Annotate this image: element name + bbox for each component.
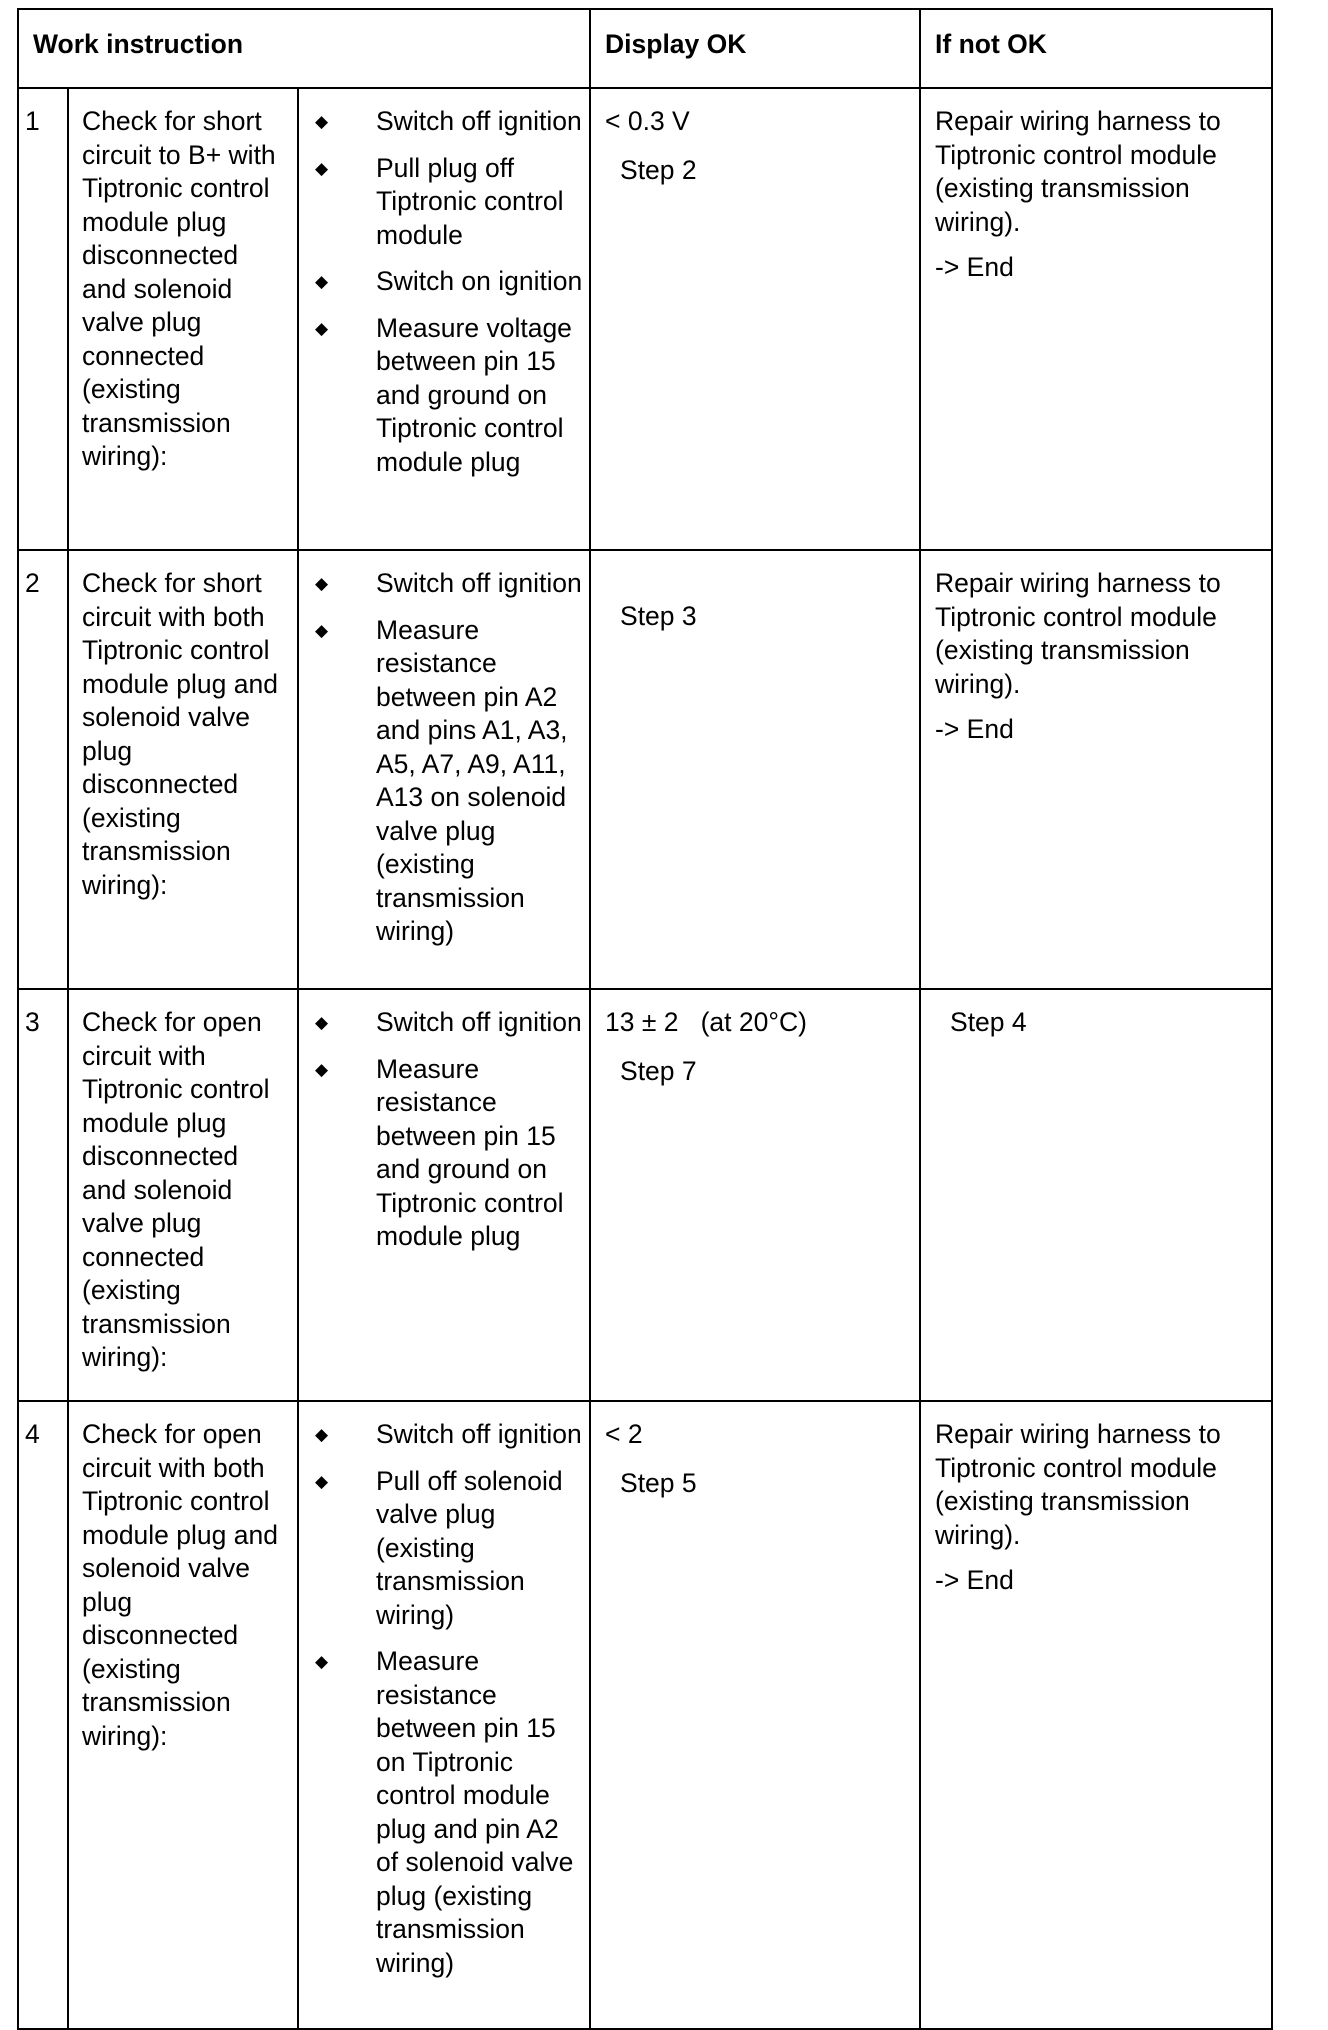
if-not-ok-cell xyxy=(920,1401,1272,2029)
procedure-steps xyxy=(298,88,590,550)
step-number: 3 xyxy=(18,989,68,1401)
diamond-bullet-icon: ◆ xyxy=(315,1059,329,1079)
if-not-ok-end: -> End xyxy=(935,252,1014,282)
table-row xyxy=(18,1401,1272,2029)
list-item: ◆ Measure voltage between pin 15 and ground on Tiptronic control module plug xyxy=(299,312,585,480)
display-value: 13 ± 2 (at 20°C) xyxy=(605,1007,807,1037)
display-value xyxy=(605,567,913,600)
display-ok-cell xyxy=(590,88,920,550)
table-row xyxy=(18,88,1272,550)
if-not-ok-text: Step 4 xyxy=(950,1007,1027,1037)
list-item: ◆ Switch off ignition xyxy=(299,105,585,139)
work-instruction-table xyxy=(17,8,1273,2030)
step-number: 4 xyxy=(18,1401,68,2029)
procedure-steps xyxy=(298,1401,590,2029)
display-next-step: Step 3 xyxy=(620,601,697,631)
if-not-ok-text: Repair wiring harness to Tiptronic control module (existing transmission wiring). xyxy=(935,1419,1221,1550)
diamond-bullet-icon: ◆ xyxy=(315,1425,329,1444)
table-row xyxy=(18,550,1272,989)
if-not-ok-cell xyxy=(920,550,1272,989)
check-description: Check for open circuit with Tiptronic control module plug disconnected and solenoid valve plug connected (existing transmission wiring): xyxy=(68,989,298,1401)
diamond-bullet-icon: ◆ xyxy=(315,318,329,338)
diamond-bullet-icon: ◆ xyxy=(315,574,329,593)
if-not-ok-end: -> End xyxy=(935,714,1014,744)
procedure-steps xyxy=(298,550,590,989)
list-item: ◆ Measure resistance between pin 15 on Tiptronic control module plug and pin A2 of solenoid valve plug (existing transmission wiring) xyxy=(299,1645,585,1980)
list-item: ◆ Switch off ignition xyxy=(299,567,585,601)
procedure-steps xyxy=(298,989,590,1401)
if-not-ok-end: -> End xyxy=(935,1565,1014,1595)
list-item: ◆ Pull plug off Tiptronic control module xyxy=(299,152,585,253)
diamond-bullet-icon: ◆ xyxy=(315,620,329,640)
diamond-bullet-icon: ◆ xyxy=(315,112,329,131)
display-next-step: Step 7 xyxy=(620,1055,697,1086)
list-item: ◆ Measure resistance between pin 15 and ground on Tiptronic control module plug xyxy=(299,1053,585,1254)
list-item: ◆ Measure resistance between pin A2 and pins A1, A3, A5, A7, A9, A11, A13 on solenoid valve plug (existing transmission wiring) xyxy=(299,614,585,949)
if-not-ok-text: Repair wiring harness to Tiptronic control module (existing transmission wiring). xyxy=(935,568,1221,699)
diamond-bullet-icon: ◆ xyxy=(315,158,329,178)
step-number: 2 xyxy=(18,550,68,989)
display-ok-cell xyxy=(590,550,920,989)
if-not-ok-cell xyxy=(920,88,1272,550)
if-not-ok-cell xyxy=(920,989,1272,1401)
list-item: ◆ Pull off solenoid valve plug (existing transmission wiring) xyxy=(299,1465,585,1633)
header-work-instruction: Work instruction xyxy=(18,9,590,88)
header-row xyxy=(18,9,1272,88)
check-description: Check for short circuit to B+ with Tiptronic control module plug disconnected and solenoid valve plug connected (existing transmission wiring): xyxy=(68,88,298,550)
diamond-bullet-icon: ◆ xyxy=(315,1471,329,1491)
check-description: Check for open circuit with both Tiptronic control module plug and solenoid valve plug disconnected (existing transmission wiring): xyxy=(68,1401,298,2029)
diamond-bullet-icon: ◆ xyxy=(315,272,329,291)
display-ok-cell xyxy=(590,1401,920,2029)
step-number: 1 xyxy=(18,88,68,550)
display-ok-cell xyxy=(590,989,920,1401)
table-row xyxy=(18,989,1272,1401)
display-value: < 0.3 V xyxy=(605,106,690,136)
display-next-step: Step 5 xyxy=(620,1467,697,1498)
list-item: ◆ Switch on ignition xyxy=(299,265,585,299)
list-item: ◆ Switch off ignition xyxy=(299,1418,585,1452)
display-value: < 2 xyxy=(605,1419,643,1449)
list-item: ◆ Switch off ignition xyxy=(299,1006,585,1040)
diamond-bullet-icon: ◆ xyxy=(315,1652,329,1671)
header-display-ok: Display OK xyxy=(590,9,920,88)
header-if-not-ok: If not OK xyxy=(920,9,1272,88)
check-description: Check for short circuit with both Tiptronic control module plug and solenoid valve plug disconnected (existing transmission wiring): xyxy=(68,550,298,989)
display-next-step: Step 2 xyxy=(620,154,697,185)
if-not-ok-text: Repair wiring harness to Tiptronic control module (existing transmission wiring). xyxy=(935,106,1221,237)
diamond-bullet-icon: ◆ xyxy=(315,1013,329,1032)
